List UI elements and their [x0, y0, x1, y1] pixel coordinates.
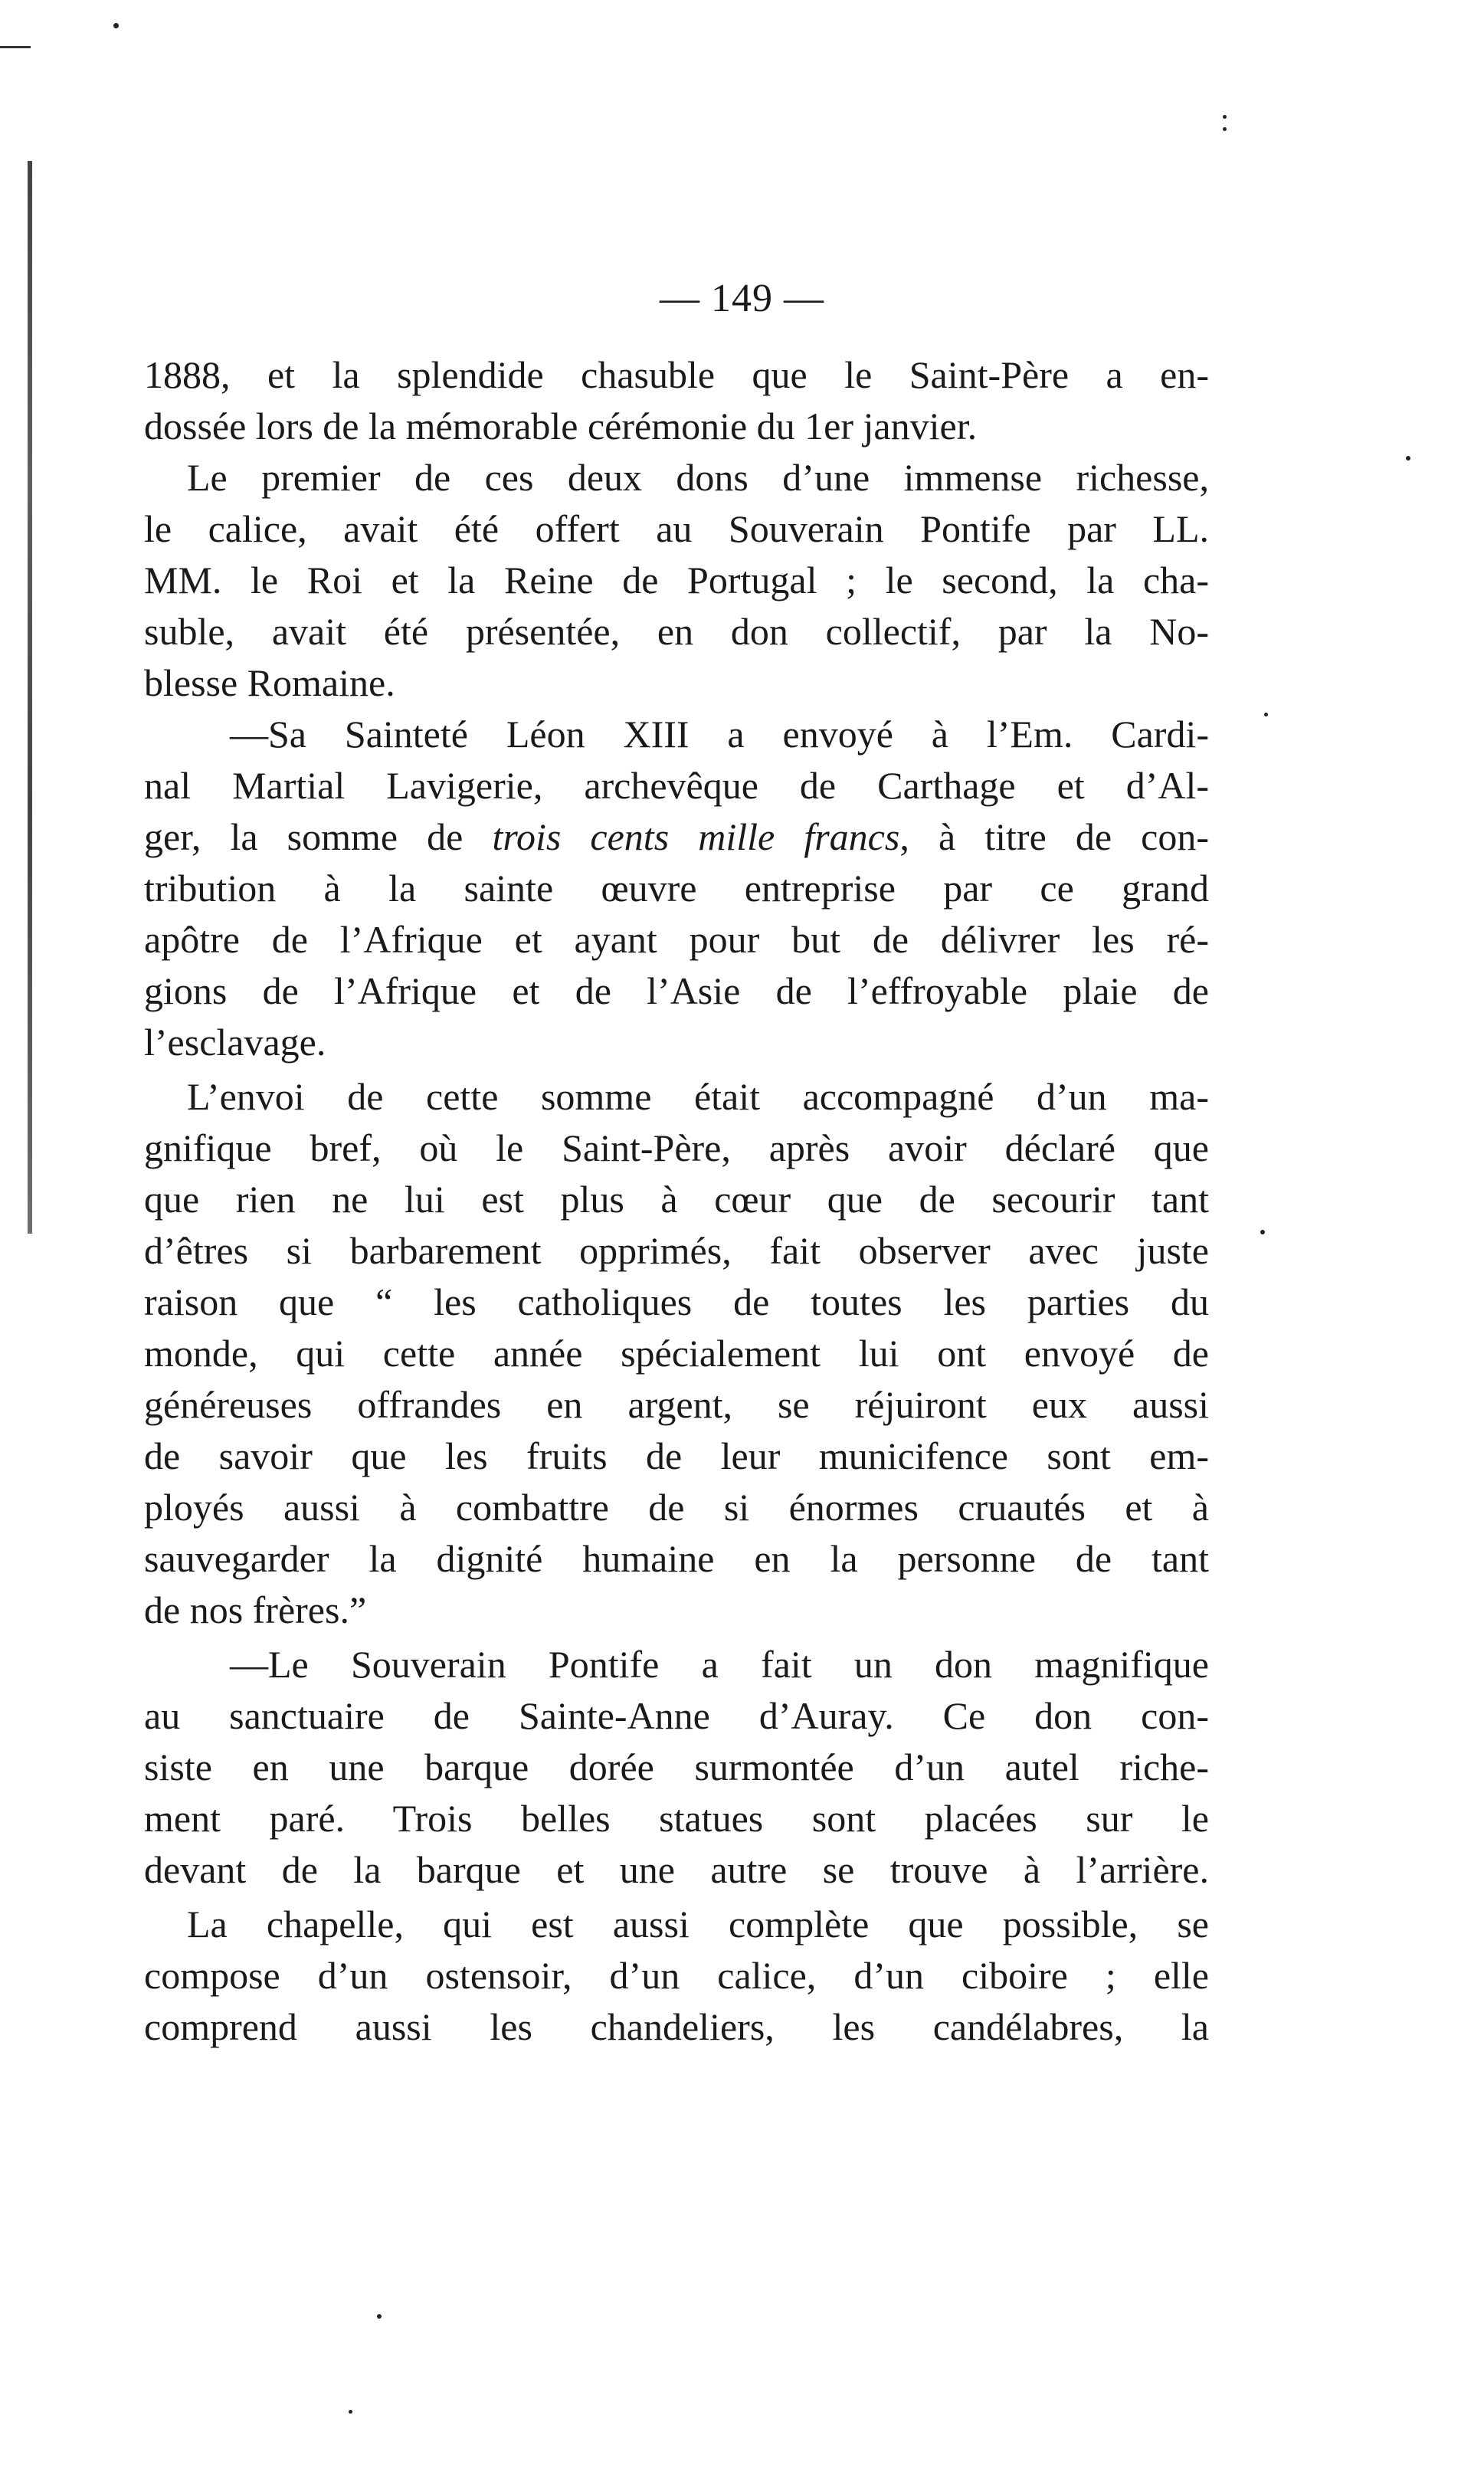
scan-speck	[1260, 1230, 1265, 1234]
text-line: généreuses offrandes en argent, se réjuiront eux aussi	[144, 1383, 1209, 1426]
scan-edge-mark	[0, 46, 31, 48]
text-line: d’êtres si barbarement opprimés, fait observer avec juste	[144, 1229, 1209, 1272]
scan-speck	[1406, 456, 1410, 461]
text-line: tribution à la sainte œuvre entreprise par ce grand	[144, 867, 1209, 910]
scan-speck	[113, 23, 119, 28]
body-text	[144, 349, 1209, 2053]
text-line: l’esclavage.	[144, 1021, 326, 1064]
scan-speck	[1223, 127, 1227, 131]
text-line: de savoir que les fruits de leur municifence sont em-	[144, 1434, 1209, 1477]
text-line: dossée lors de la mémorable cérémonie du 1er janvier.	[144, 405, 978, 447]
page-number: — 149 —	[660, 277, 824, 320]
text-line: blesse Romaine.	[144, 661, 395, 704]
scan-speck	[1264, 713, 1268, 716]
text-line: de nos frères.”	[144, 1588, 367, 1631]
text-line: —Sa Sainteté Léon XIII a envoyé à l’Em. Cardi-	[230, 713, 1209, 756]
text-run: ger, la somme de	[144, 815, 493, 858]
text-line	[144, 811, 1209, 863]
text-line: —Le Souverain Pontife a fait un don magnifique	[230, 1643, 1209, 1686]
text-line: que rien ne lui est plus à cœur que de secourir tant	[144, 1178, 1209, 1221]
text-line: nal Martial Lavigerie, archevêque de Carthage et d’Al-	[144, 764, 1209, 807]
text-line: le calice, avait été offert au Souverain Pontife par LL.	[144, 507, 1209, 550]
binding-shadow	[28, 161, 32, 1234]
text-line: gions de l’Afrique et de l’Asie de l’effroyable plaie de	[144, 969, 1209, 1012]
text-line: La chapelle, qui est aussi complète que possible, se	[187, 1903, 1209, 1945]
text-line: sauvegarder la dignité humaine en la personne de tant	[144, 1537, 1209, 1580]
scan-speck	[349, 2410, 352, 2414]
text-line: monde, qui cette année spécialement lui ont envoyé de	[144, 1332, 1209, 1375]
italic-amount: trois cents mille francs	[492, 815, 900, 858]
text-line: suble, avait été présentée, en don collectif, par la No-	[144, 610, 1209, 653]
text-line: devant de la barque et une autre se trouve à l’arrière.	[144, 1848, 1209, 1891]
text-line: Le premier de ces deux dons d’une immense richesse,	[187, 456, 1209, 499]
text-line: apôtre de l’Afrique et ayant pour but de délivrer les ré-	[144, 918, 1209, 961]
scan-speck	[377, 2314, 382, 2319]
text-line: compose d’un ostensoir, d’un calice, d’un ciboire ; elle	[144, 1954, 1209, 1997]
text-line: MM. le Roi et la Reine de Portugal ; le second, la cha-	[144, 559, 1209, 602]
text-line: raison que “ les catholiques de toutes les parties du	[144, 1280, 1209, 1323]
text-line: siste en une barque dorée surmontée d’un autel riche-	[144, 1746, 1209, 1788]
text-line: ment paré. Trois belles statues sont placées sur le	[144, 1797, 1209, 1840]
text-line: au sanctuaire de Sainte-Anne d’Auray. Ce don con-	[144, 1694, 1209, 1737]
scan-speck	[1223, 115, 1227, 119]
text-line: 1888, et la splendide chasuble que le Saint-Père a en-	[144, 353, 1209, 396]
text-line: L’envoi de cette somme était accompagné d’un ma-	[187, 1075, 1209, 1118]
text-run: , à titre de con-	[899, 815, 1209, 858]
text-line: gnifique bref, où le Saint-Père, après avoir déclaré que	[144, 1126, 1209, 1169]
text-line: ployés aussi à combattre de si énormes cruautés et à	[144, 1486, 1209, 1529]
text-line: comprend aussi les chandeliers, les candélabres, la	[144, 2005, 1209, 2048]
